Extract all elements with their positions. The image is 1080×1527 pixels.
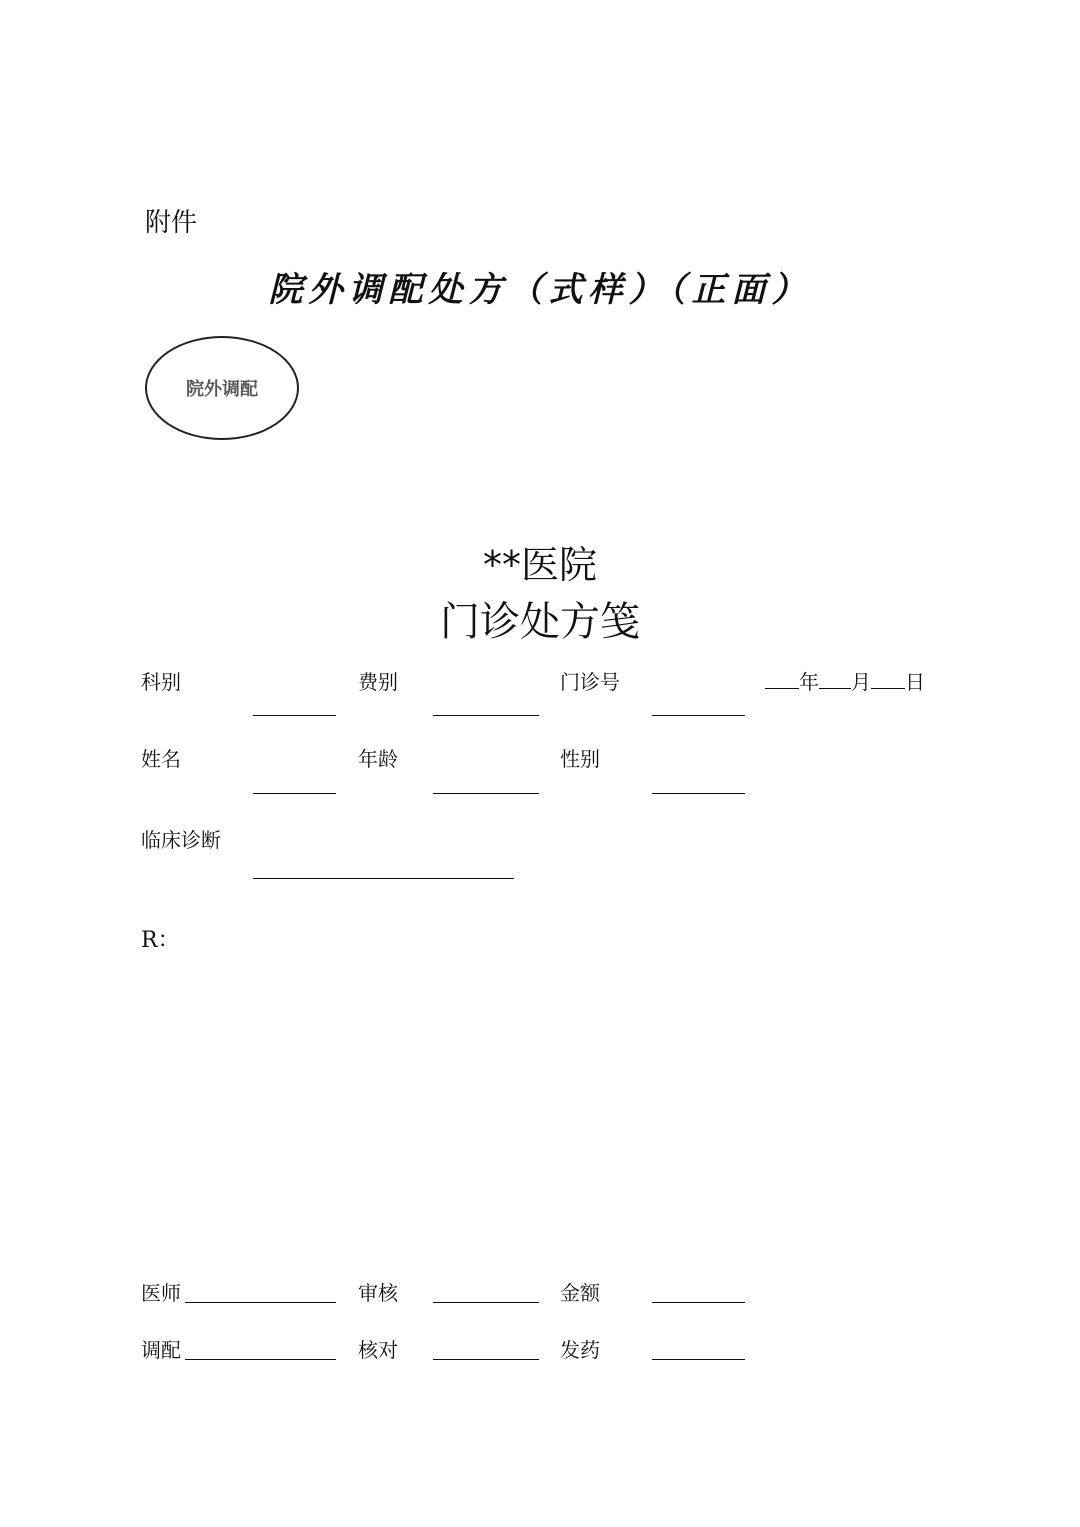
gender-field[interactable]: [652, 793, 745, 794]
dispense-field[interactable]: [185, 1359, 336, 1360]
dept-label: 科别: [141, 670, 181, 694]
name-label: 姓名: [141, 747, 181, 771]
dispense-label: 调配: [141, 1338, 181, 1362]
review-label: 审核: [358, 1281, 398, 1305]
fee-type-label: 费别: [358, 670, 398, 694]
doctor-field[interactable]: [185, 1302, 336, 1303]
age-field[interactable]: [433, 793, 539, 794]
check-label: 核对: [358, 1338, 398, 1362]
month-field[interactable]: [819, 688, 851, 689]
issue-drug-field[interactable]: [652, 1359, 745, 1360]
review-field[interactable]: [433, 1302, 539, 1303]
name-field[interactable]: [253, 793, 336, 794]
doctor-label: 医师: [141, 1281, 181, 1305]
day-field[interactable]: [871, 688, 905, 689]
rx-label: R：: [141, 928, 180, 953]
diagnosis-field[interactable]: [253, 878, 514, 879]
attachment-label: 附件: [145, 208, 198, 238]
stamp-seal: [145, 336, 299, 440]
dept-field[interactable]: [253, 715, 336, 716]
diagnosis-label: 临床诊断: [141, 828, 221, 852]
date-line: [765, 670, 925, 694]
clinic-number-label: 门诊号: [560, 670, 620, 694]
form-title: 门诊处方笺: [440, 599, 640, 645]
amount-field[interactable]: [652, 1302, 745, 1303]
year-field[interactable]: [765, 688, 799, 689]
hospital-name: **医院: [482, 543, 597, 587]
age-label: 年龄: [358, 747, 398, 771]
month-label: 月: [851, 670, 871, 694]
check-field[interactable]: [433, 1359, 539, 1360]
year-label: 年: [799, 670, 819, 694]
document-title: 院外调配处方（式样）（正面）: [268, 270, 812, 310]
clinic-number-field[interactable]: [652, 715, 745, 716]
fee-type-field[interactable]: [433, 715, 539, 716]
amount-label: 金额: [560, 1281, 600, 1305]
day-label: 日: [905, 670, 925, 694]
issue-drug-label: 发药: [560, 1338, 600, 1362]
gender-label: 性别: [560, 747, 600, 771]
stamp-text: 院外调配: [186, 379, 258, 400]
